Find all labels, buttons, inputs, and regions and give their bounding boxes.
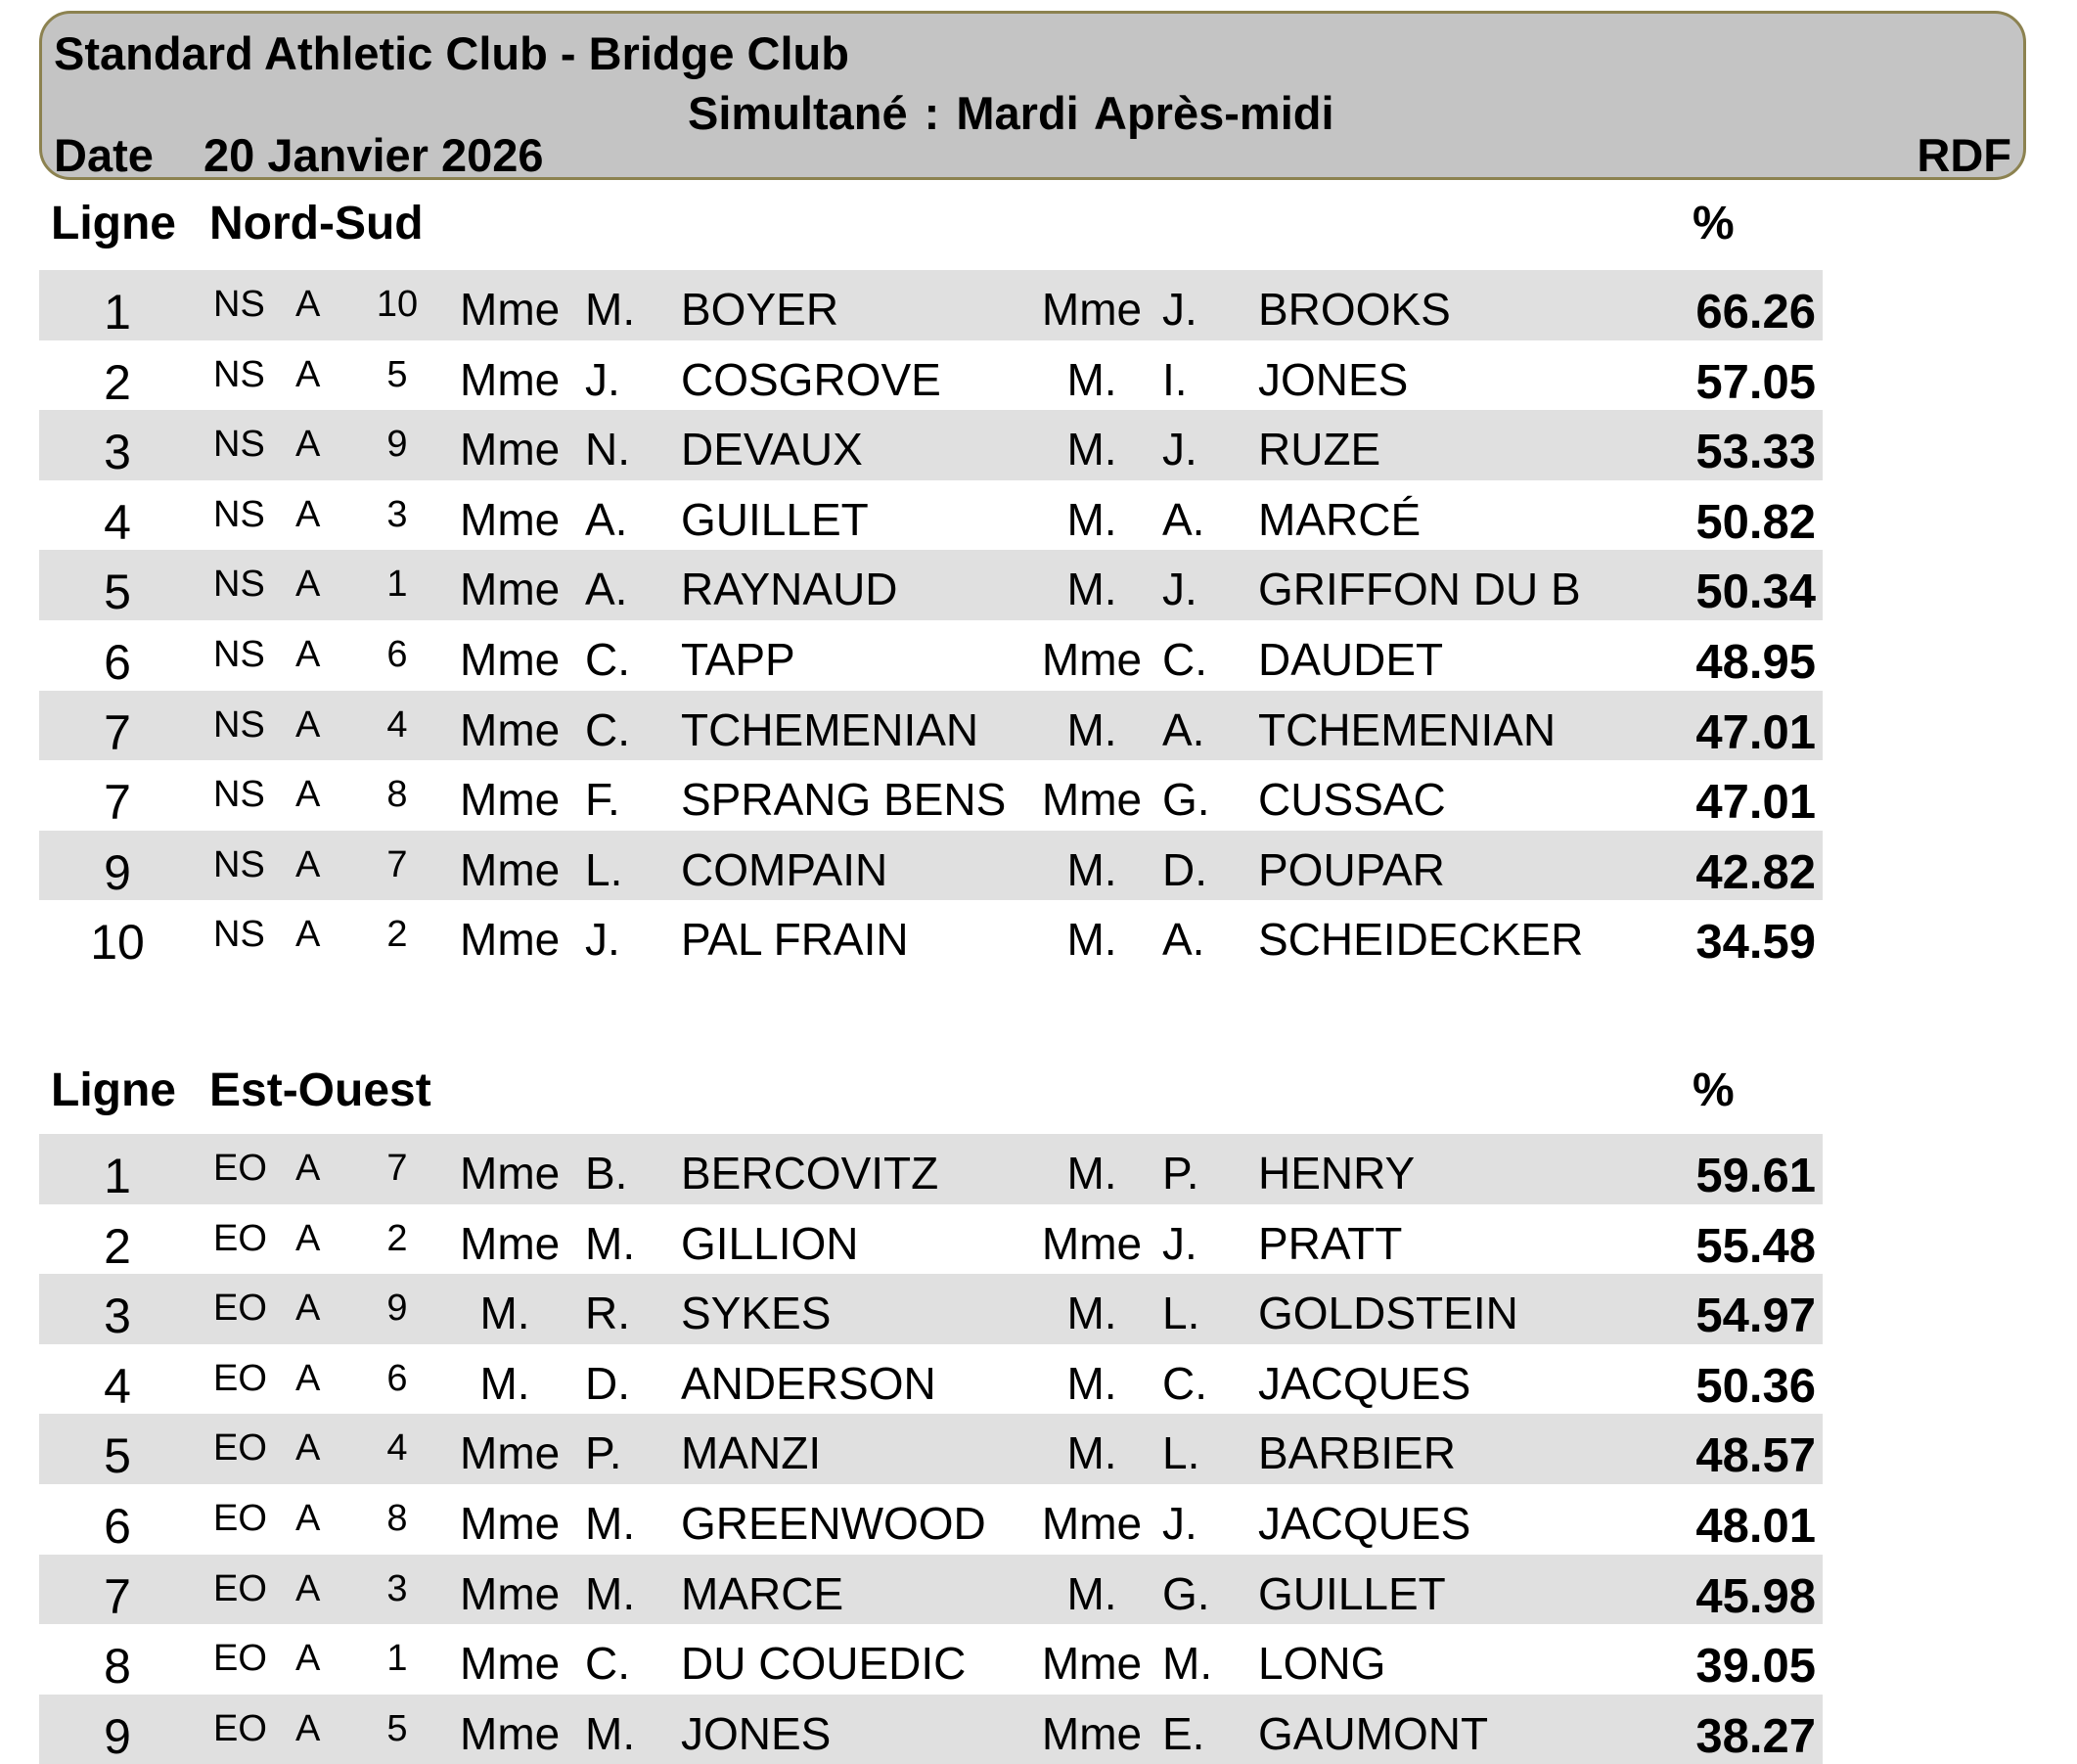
player2-initial: A. [1162,703,1205,755]
player2-initial: I. [1162,353,1188,405]
player1-name: GREENWOOD [681,1498,986,1549]
percentage-cell: 50.36 [1695,1359,1816,1413]
player2-initial: L. [1162,1427,1200,1479]
player2-initial: J. [1162,1217,1197,1269]
player2-initial: P. [1162,1148,1199,1199]
percent-header: % [1693,1064,1735,1116]
table-number-cell: 6 [386,634,408,675]
table-row [39,480,1823,551]
section-cell: A [295,843,321,885]
table-number-cell: 4 [386,1427,408,1470]
player1-initial: C. [585,703,630,755]
player2-title: M. [1066,843,1117,895]
player2-title: M. [1066,1288,1117,1339]
direction-cell: EO [213,1567,267,1609]
table-row [39,831,1823,901]
player1-title: Mme [460,1217,561,1269]
section-cell: A [295,1567,321,1609]
percentage-cell: 47.01 [1695,705,1816,759]
player1-initial: N. [585,424,630,475]
player1-initial: C. [585,634,630,685]
player1-title: Mme [460,1427,561,1479]
direction-cell: NS [213,424,265,466]
section-cell: A [295,424,321,466]
table-row [39,1695,1823,1764]
percentage-cell: 57.05 [1695,355,1816,409]
section-cell: A [295,284,321,325]
session-title: Simultané : Mardi Après-midi [688,87,1334,139]
player1-initial: C. [585,1638,630,1690]
rank-cell: 2 [104,354,131,410]
player1-title: Mme [460,1148,561,1199]
player2-title: Mme [1041,1217,1143,1269]
player1-initial: R. [585,1288,630,1339]
player2-title: M. [1066,564,1117,615]
section-cell: A [295,1498,321,1539]
table-row [39,1414,1823,1484]
player1-initial: M. [585,284,636,335]
section-cell: A [295,564,321,606]
player1-initial: L. [585,843,623,895]
rank-cell: 3 [104,425,131,480]
player1-title: Mme [460,353,561,405]
rank-cell: 6 [104,1499,131,1554]
table-row [39,620,1823,691]
percentage-cell: 48.01 [1695,1500,1816,1553]
player1-name: PAL FRAIN [681,914,909,966]
player1-title: Mme [460,424,561,475]
player1-title: Mme [460,564,561,615]
player2-title: M. [1066,1148,1117,1199]
player2-name: GRIFFON DU B [1258,564,1581,615]
direction-cell: NS [213,493,265,535]
player2-initial: G. [1162,1567,1210,1619]
player1-name: SYKES [681,1288,832,1339]
player2-name: GOLDSTEIN [1258,1288,1518,1339]
player1-initial: J. [585,353,620,405]
table-number-cell: 3 [386,493,408,535]
rank-cell: 4 [104,1358,131,1414]
percentage-cell: 54.97 [1695,1289,1816,1343]
player2-initial: M. [1162,1638,1213,1690]
section-cell: A [295,1148,321,1189]
percentage-cell: 50.82 [1695,495,1816,549]
player1-name: MARCE [681,1567,844,1619]
player2-name: RUZE [1258,424,1381,475]
player2-name: JACQUES [1258,1498,1471,1549]
player1-title: Mme [460,493,561,545]
percentage-cell: 48.57 [1695,1429,1816,1483]
percentage-cell: 42.82 [1695,845,1816,899]
section-cell: A [295,1288,321,1330]
player1-initial: P. [585,1427,622,1479]
rank-cell: 2 [104,1218,131,1274]
section-name: Nord-Sud [209,198,424,249]
player2-name: CUSSAC [1258,774,1446,826]
table-row [39,270,1823,340]
section-cell: A [295,1357,321,1399]
player1-title: Mme [460,703,561,755]
player2-title: M. [1066,353,1117,405]
player2-name: GUILLET [1258,1567,1446,1619]
rank-cell: 9 [104,844,131,900]
player1-initial: D. [585,1357,630,1409]
table-number-cell: 8 [386,1498,408,1539]
section-cell: A [295,634,321,675]
player1-title: Mme [460,774,561,826]
section-name: Est-Ouest [209,1064,431,1116]
table-row [39,691,1823,761]
section-cell: A [295,774,321,816]
player1-name: GUILLET [681,493,869,545]
player2-initial: J. [1162,1498,1197,1549]
player2-initial: J. [1162,424,1197,475]
player1-initial: J. [585,914,620,966]
player2-initial: J. [1162,564,1197,615]
direction-cell: NS [213,564,265,606]
rank-cell: 7 [104,704,131,760]
section-cell: A [295,1427,321,1470]
table-number-cell: 8 [386,774,408,816]
player2-title: Mme [1041,284,1143,335]
player1-title: M. [479,1357,530,1409]
player2-title: M. [1066,1427,1117,1479]
player1-initial: M. [585,1217,636,1269]
player1-title: Mme [460,1638,561,1690]
percentage-cell: 59.61 [1695,1150,1816,1202]
player1-initial: A. [585,493,628,545]
table-number-cell: 2 [386,914,408,956]
player2-initial: A. [1162,914,1205,966]
table-number-cell: 9 [386,424,408,466]
percentage-cell: 34.59 [1695,916,1816,970]
player1-title: Mme [460,843,561,895]
player1-name: COMPAIN [681,843,888,895]
table-row [39,1344,1823,1415]
player1-name: SPRANG BENS [681,774,1007,826]
rank-cell: 10 [90,915,145,971]
player2-title: M. [1066,703,1117,755]
player2-title: M. [1066,914,1117,966]
table-number-cell: 3 [386,1567,408,1609]
percentage-cell: 38.27 [1695,1709,1816,1763]
direction-cell: EO [213,1357,267,1399]
table-row [39,1624,1823,1695]
player1-name: TAPP [681,634,795,685]
player1-title: Mme [460,634,561,685]
table-row [39,550,1823,620]
section-cell: A [295,703,321,746]
player2-initial: C. [1162,634,1207,685]
player2-name: BARBIER [1258,1427,1456,1479]
table-row [39,1484,1823,1555]
rank-cell: 3 [104,1289,131,1344]
player1-name: BOYER [681,284,839,335]
percentage-cell: 47.01 [1695,776,1816,830]
section-cell: A [295,1217,321,1259]
player2-name: SCHEIDECKER [1258,914,1584,966]
player2-title: M. [1066,1357,1117,1409]
player2-title: Mme [1041,634,1143,685]
player2-name: TCHEMENIAN [1258,703,1557,755]
player2-name: PRATT [1258,1217,1403,1269]
player1-title: Mme [460,1567,561,1619]
player1-name: GILLION [681,1217,859,1269]
player1-name: ANDERSON [681,1357,936,1409]
table-row [39,1555,1823,1625]
percentage-cell: 50.34 [1695,565,1816,619]
section-cell: A [295,914,321,956]
player2-name: MARCÉ [1258,493,1422,545]
player1-title: Mme [460,284,561,335]
table-number-cell: 2 [386,1217,408,1259]
percentage-cell: 55.48 [1695,1219,1816,1273]
player2-title: Mme [1041,1707,1143,1759]
player1-name: JONES [681,1707,832,1759]
percentage-cell: 53.33 [1695,426,1816,479]
player1-initial: M. [585,1567,636,1619]
rank-cell: 9 [104,1708,131,1764]
table-row [39,1204,1823,1275]
player1-title: Mme [460,914,561,966]
table-row [39,1134,1823,1204]
table-number-cell: 10 [376,284,419,325]
direction-cell: NS [213,843,265,885]
player2-initial: C. [1162,1357,1207,1409]
section-ligne-label: Ligne [51,198,176,249]
player2-initial: A. [1162,493,1205,545]
player2-title: Mme [1041,774,1143,826]
player2-title: M. [1066,424,1117,475]
table-row [39,340,1823,411]
direction-cell: EO [213,1427,267,1470]
table-number-cell: 7 [386,843,408,885]
direction-cell: NS [213,353,265,395]
percentage-cell: 39.05 [1695,1640,1816,1694]
player2-title: M. [1066,1567,1117,1619]
player2-title: Mme [1041,1498,1143,1549]
rank-cell: 1 [104,1149,131,1203]
direction-cell: NS [213,284,265,325]
player2-name: LONG [1258,1638,1386,1690]
player1-name: DU COUEDIC [681,1638,967,1690]
player1-name: RAYNAUD [681,564,898,615]
player2-name: DAUDET [1258,634,1444,685]
table-row [39,760,1823,831]
percentage-cell: 45.98 [1695,1569,1816,1623]
direction-cell: EO [213,1288,267,1330]
player2-name: JONES [1258,353,1409,405]
rank-cell: 7 [104,775,131,831]
player1-name: MANZI [681,1427,822,1479]
results-header [39,11,2026,180]
direction-cell: NS [213,914,265,956]
table-number-cell: 1 [386,564,408,606]
player1-initial: B. [585,1148,628,1199]
rank-cell: 5 [104,1428,131,1484]
table-number-cell: 5 [386,1707,408,1749]
player2-initial: E. [1162,1707,1205,1759]
player1-initial: M. [585,1498,636,1549]
percent-header: % [1693,198,1735,249]
player2-title: M. [1066,493,1117,545]
table-row [39,410,1823,480]
player2-initial: D. [1162,843,1207,895]
table-row [39,900,1823,971]
rank-cell: 7 [104,1568,131,1624]
table-number-cell: 5 [386,353,408,395]
rank-cell: 8 [104,1639,131,1695]
table-number-cell: 4 [386,703,408,746]
table-number-cell: 7 [386,1148,408,1189]
table-number-cell: 9 [386,1288,408,1330]
player2-initial: L. [1162,1288,1200,1339]
section-ligne-label: Ligne [51,1064,176,1116]
direction-cell: NS [213,703,265,746]
player2-name: HENRY [1258,1148,1416,1199]
direction-cell: EO [213,1498,267,1539]
table-number-cell: 1 [386,1638,408,1680]
direction-cell: EO [213,1217,267,1259]
percentage-cell: 48.95 [1695,636,1816,689]
section-cell: A [295,493,321,535]
player1-name: COSGROVE [681,353,941,405]
section-cell: A [295,1638,321,1680]
direction-cell: NS [213,774,265,816]
player1-name: TCHEMENIAN [681,703,979,755]
date-label: Date [54,129,154,181]
club-name: Standard Athletic Club - Bridge Club [54,27,849,79]
player2-initial: J. [1162,284,1197,335]
player1-name: DEVAUX [681,424,863,475]
player1-initial: F. [585,774,620,826]
rank-cell: 1 [104,285,131,339]
percentage-cell: 66.26 [1695,286,1816,339]
player1-title: Mme [460,1498,561,1549]
player1-initial: A. [585,564,628,615]
player1-initial: M. [585,1707,636,1759]
player2-name: POUPAR [1258,843,1445,895]
rank-cell: 5 [104,565,131,620]
direction-cell: EO [213,1707,267,1749]
table-number-cell: 6 [386,1357,408,1399]
player1-name: BERCOVITZ [681,1148,939,1199]
section-cell: A [295,353,321,395]
player2-initial: G. [1162,774,1210,826]
table-row [39,1274,1823,1344]
player2-title: Mme [1041,1638,1143,1690]
player2-name: BROOKS [1258,284,1451,335]
player2-name: GAUMONT [1258,1707,1489,1759]
rank-cell: 6 [104,635,131,690]
rank-cell: 4 [104,494,131,550]
rdf-label: RDF [1917,129,2011,181]
direction-cell: NS [213,634,265,675]
direction-cell: EO [213,1638,267,1680]
player2-name: JACQUES [1258,1357,1471,1409]
section-cell: A [295,1707,321,1749]
player1-title: Mme [460,1707,561,1759]
direction-cell: EO [213,1148,267,1189]
date-value: 20 Janvier 2026 [203,129,544,181]
player1-title: M. [479,1288,530,1339]
